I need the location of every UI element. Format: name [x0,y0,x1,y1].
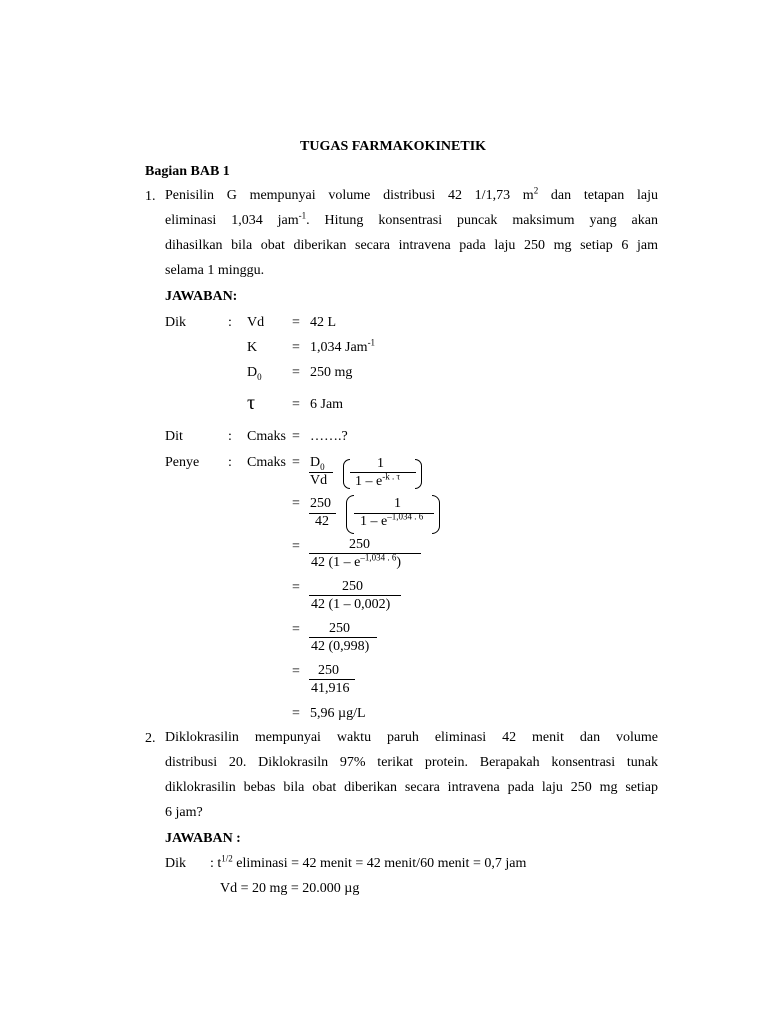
step1-left-paren [343,459,350,489]
q1-answer-label: JAWABAN: [165,289,238,304]
q2-text [165,725,658,825]
q2-answer-label: JAWABAN : [165,831,241,846]
q1-line-4: selama 1 minggu. [165,263,265,278]
q2-dik-label: Dik [165,856,186,871]
step1-numerator: $D_0$ [310,455,325,472]
q2-line-1: Diklokrasilin mempunyai waktu paruh eliminasi 42 menit dan volume [165,730,658,745]
result-value: 5,96 µg/L [310,706,366,721]
given-vd-symbol: Vd [247,315,265,330]
given-vd-value: 42 L [310,315,337,330]
step4-denominator: 42 (1 – 0,002) [311,597,391,612]
dik-colon: : [228,315,232,330]
step4-fraction-line [309,595,401,596]
dit-eq: = [292,429,300,444]
q2-vd-line: Vd = 20 mg = 20.000 µg [220,881,360,896]
result-eq: = [292,706,300,721]
q2-dik-line: : $t^{1/2}$ eliminasi = 42 menit = 42 menit/60 menit = 0,7 jam [210,853,527,871]
step6-fraction-line [309,679,355,680]
given-d0-eq: = [292,365,300,380]
step6-denominator: 41,916 [311,681,350,696]
step5-fraction-line [309,637,377,638]
step3-numerator: 250 [349,537,370,552]
step6-numerator: 250 [318,663,339,678]
step1-inner-num: 1 [377,456,384,471]
step6-eq: = [292,664,300,679]
given-k-eq: = [292,340,300,355]
step3-eq: = [292,539,300,554]
given-k-symbol: K [247,340,258,355]
given-d0-value: 250 mg [310,365,353,380]
dit-value: …….? [310,429,348,444]
q1-number: 1. [145,189,156,204]
q2-line-4: 6 jam? [165,805,203,820]
given-tau-eq: = [292,397,300,412]
step2-denominator: 42 [315,514,329,529]
step2-inner-den: $1 - e^{-1,034 . 6}$ [360,511,424,529]
penye-symbol: Cmaks [247,455,286,470]
q1-line-3: dihasilkan bila obat diberikan secara intravena pada laju 250 mg setiap 6 jam [165,238,658,253]
step2-eq: = [292,496,300,511]
step4-numerator: 250 [342,579,363,594]
step2-left-paren [346,495,354,534]
section-heading: Bagian BAB 1 [145,164,230,179]
q1-line-2: eliminasi 1,034 jam$^{-1}$. Hitung konsentrasi puncak maksimum yang akan [165,210,658,228]
penye-colon: : [228,455,232,470]
q1-text [165,183,658,283]
step1-inner-den: $1 - e^{-k . \tau}$ [355,471,401,489]
dit-symbol: Cmaks [247,429,286,444]
given-d0-symbol: $D_0$ [247,365,262,382]
step1-eq: = [292,455,300,470]
step3-denominator: 42 $(1 - e^{-1,034 . 6})$ [311,552,402,570]
step2-inner-num: 1 [394,496,401,511]
given-tau-symbol: τ [247,392,256,414]
step2-numerator: 250 [310,496,331,511]
step1-denominator: Vd [310,473,328,488]
q2-line-2: distribusi 20. Diklokrasiln 97% terikat protein. Berapakah konsentrasi tunak [165,755,658,770]
q2-number: 2. [145,731,156,746]
page-title: TUGAS FARMAKOKINETIK [300,139,487,154]
given-vd-eq: = [292,315,300,330]
step1-right-paren [415,459,422,489]
dit-colon: : [228,429,232,444]
dit-label: Dit [165,429,183,444]
given-tau-value: 6 Jam [310,397,344,412]
step2-right-paren [432,495,440,534]
penye-label: Penye [165,455,200,470]
given-k-value: 1,034 Jam$^{-1}$ [310,337,376,355]
step5-denominator: 42 (0,998) [311,639,370,654]
step5-numerator: 250 [329,621,350,636]
step4-eq: = [292,580,300,595]
step5-eq: = [292,622,300,637]
q2-line-3: diklokrasilin bebas bila obat diberikan secara intravena pada laju 250 mg setiap [165,780,658,795]
dik-label: Dik [165,315,186,330]
q1-line-1: Penisilin G mempunyai volume distribusi 42 1/1,73 $m^2$ dan tetapan laju [165,185,658,203]
